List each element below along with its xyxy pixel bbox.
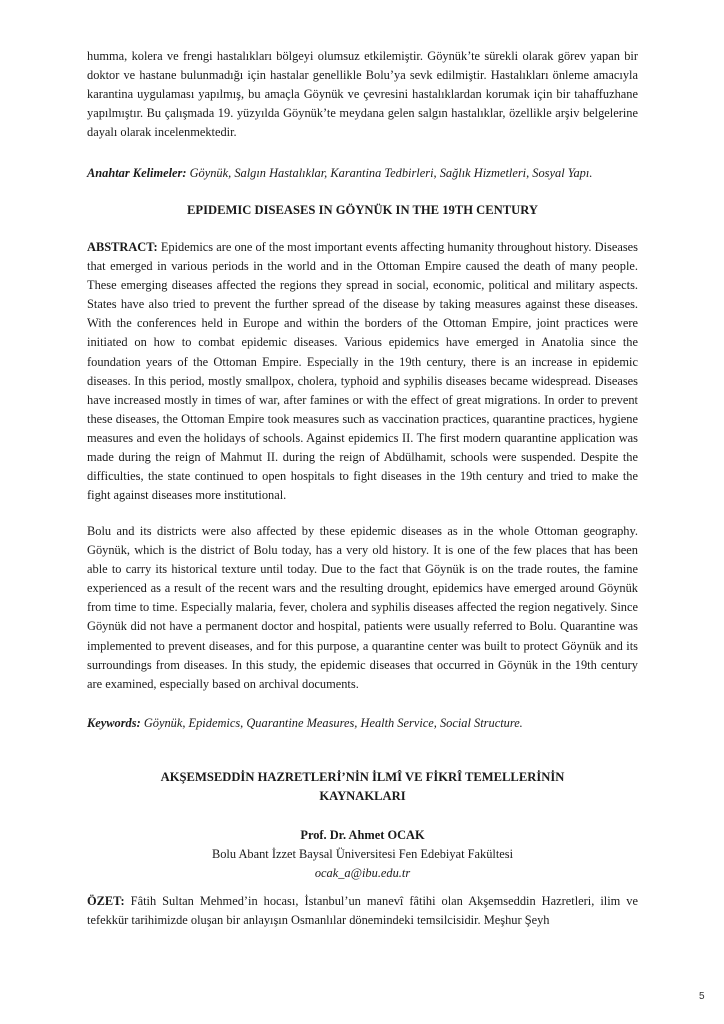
- abstract-label: ABSTRACT:: [87, 240, 158, 254]
- author-affiliation: Bolu Abant İzzet Baysal Üniversitesi Fen Edebiyat Fakültesi: [211, 847, 514, 862]
- english-abstract: [87, 238, 638, 505]
- author-block: [87, 826, 638, 883]
- english-keywords: [87, 714, 638, 733]
- next-title-line-2: KAYNAKLARI: [319, 789, 406, 804]
- turkish-abstract-text: humma, kolera ve frengi hastalıkları bölgeyi olumsuz etkilemiştir. Göynük’te sürekli olarak görev yapan bir doktor ve hastane bulunmadığı için hastalar genellikle Bolu’ya sevk edilmiştir. Hastalıkları önleme amacıyla karantina uygulaması yapılmış, bu amaçla Göynük ve çevresini hastalıklardan korumak için bir tahaffuzhane yapılmıştır. Bu çalışmada 19. yüzyılda Göynük’te meydana gelen salgın hastalıklar, özellikle arşiv belgelerine dayalı olarak incelenmektedir.: [87, 49, 638, 140]
- ozet-text: Fâtih Sultan Mehmed’in hocası, İstanbul’un manevî fâtihi olan Akşemseddin Hazretleri, ilim ve tefekkür tarihimizde oluşan bir anlayışın Osmanlılar dönemindeki temsilcisidir. Meşhur Şeyh: [87, 894, 638, 928]
- author-name: Prof. Dr. Ahmet OCAK: [300, 828, 425, 842]
- turkish-keywords-label: Anahtar Kelimeler:: [87, 166, 187, 180]
- english-abstract-2: [87, 522, 638, 694]
- turkish-keywords: [87, 164, 638, 183]
- english-title-text: EPIDEMIC DISEASES IN GÖYNÜK IN THE 19TH CENTURY: [187, 203, 538, 217]
- turkish-abstract-continued: [87, 47, 638, 142]
- abstract-paragraph-1: Epidemics are one of the most important events affecting humanity throughout history. Diseases that emerged in various periods in the world and in the Ottoman Empire caused the death of many people. These emerging diseases affected the regions they spread in social, economic, political and military aspects. States have also tried to prevent the further spread of the disease by taking measures against these diseases. With the conferences held in Europe and within the borders of the Ottoman Empire, joint practices were initiated on how to combat epidemic diseases. Various epidemics have emerged in Anatolia since the foundation years of the Ottoman Empire. Especially in the 19th century, there is an increase in epidemic diseases. In this period, mostly smallpox, cholera, typhoid and syphilis diseases became widespread. Diseases have increased mostly in times of war, after famines or with the effect of great migrations. In order to prevent these diseases, the Ottoman Empire took measures such as vaccination practices, quarantine practices, hygiene measures and even the holidays of schools. Against epidemics II. The first modern quarantine application was made during the reign of Mahmut II. during the reign of Abdülhamit, schools were suspended. Despite the difficulties, the state continued to open hospitals to fight diseases in the 19th century and tried to make the fight against diseases more institutional.: [87, 240, 638, 503]
- ozet-section: [87, 892, 638, 930]
- author-email[interactable]: ocak_a@ibu.edu.tr: [314, 866, 411, 881]
- turkish-keywords-text: Göynük, Salgın Hastalıklar, Karantina Tedbirleri, Sağlık Hizmetleri, Sosyal Yapı.: [189, 166, 593, 180]
- abstract-paragraph-2: Bolu and its districts were also affected by these epidemic diseases as in the whole Ottoman geography. Göynük, which is the district of Bolu today, has a very old history. It is one of the few places that has been able to carry its historical texture until today. Due to the fact that Göynük is on the trade routes, the famine experienced as a result of the recent wars and the resulting drought, epidemics have emerged around Göynük from time to time. Especially malaria, fever, cholera and syphilis diseases affected the region negatively. Since Göynük did not have a permanent doctor and hospital, patients were usually referred to Bolu. Quarantine was implemented to prevent diseases, and for this purpose, a quarantine center was built to protect Göynük and its surroundings from diseases. In this study, the epidemic diseases that occurred in Göynük in the 19th century are examined, especially based on archival documents.: [87, 524, 638, 691]
- page-number: 5: [699, 991, 705, 1002]
- english-title: [87, 201, 638, 220]
- ozet-label: ÖZET:: [87, 894, 125, 908]
- english-keywords-text: Göynük, Epidemics, Quarantine Measures, Health Service, Social Structure.: [143, 716, 523, 730]
- next-title-line-1: AKŞEMSEDDİN HAZRETLERİ’NİN İLMÎ VE FİKRÎ TEMELLERİNİN: [160, 770, 565, 784]
- next-article-title: [87, 768, 638, 806]
- english-keywords-label: Keywords:: [87, 716, 141, 730]
